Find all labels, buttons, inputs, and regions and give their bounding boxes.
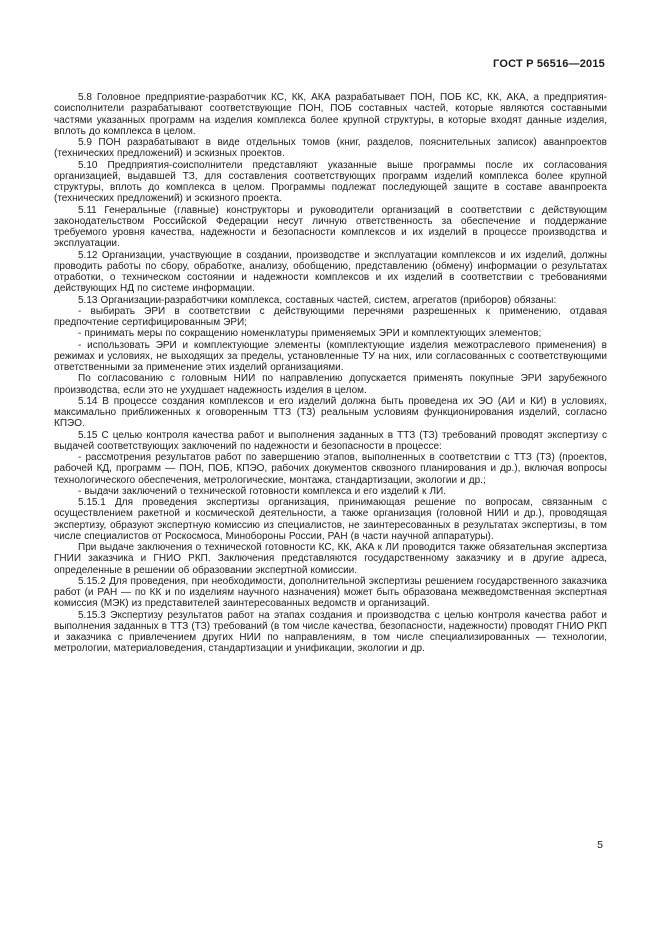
- paragraph: 5.15.2 Для проведения, при необходимости, дополнительной экспертизы решением государственного заказчика работ (и РАН — по КК и по изделиям научного назначения) может быть образована межведомственная экспертная комиссия (МЭК) из представителей заинтересованных ведомств и организаций.: [54, 575, 607, 610]
- paragraph: 5.15 С целью контроля качества работ и выполнения заданных в ТТЗ (ТЗ) требований проводят экспертизу с выдачей соответствующих заключений по надежности и безопасности в процессе:: [54, 429, 607, 452]
- paragraph: - использовать ЭРИ и комплектующие элементы (комплектующие изделия межотраслевого применения) в режимах и условиях, не выходящих за пределы, установленные ТУ на них, или согласованных с соответствующими ответственными за применение этих изделий организациями.: [54, 339, 607, 373]
- paragraph: 5.15.3 Экспертизу результатов работ на этапах создания и производства с целью контроля качества работ и выполнения заданных в ТТЗ (ТЗ) требований (в том числе качества, безопасности, надежности) проводят ГНИО РКП и заказчика с привлечением других НИИ по направлениям, в том числе специализированных — технологии, метрологии, материаловедения, стандартизации и унификации, экологии и др.: [54, 609, 607, 655]
- paragraph: 5.9 ПОН разрабатывают в виде отдельных томов (книг, разделов, пояснительных записок) аванпроектов (технических предложений) и эскизных проектов.: [54, 137, 607, 160]
- paragraph: - принимать меры по сокращению номенклатуры применяемых ЭРИ и комплектующих элементов;: [78, 328, 542, 340]
- running-header: ГОСТ Р 56516—2015: [493, 58, 605, 70]
- paragraph: По согласованию с головным НИИ по направлению допускается применять покупные ЭРИ зарубежного производства, если это не ухудшает надежность изделия в целом.: [54, 373, 607, 396]
- paragraph: - выдачи заключений о технической готовности комплекса и его изделий к ЛИ.: [78, 485, 446, 497]
- paragraph: 5.12 Организации, участвующие в создании, производстве и эксплуатации комплексов и их изделий, должны проводить работы по сбору, обработке, анализу, обобщению, представлению (обмену) информации о результатах отработки, о техническом состоянии и надежности комплексов и их изделий в соответствии с требованиями действующих НД по системе информации.: [54, 249, 607, 295]
- paragraph: 5.8 Головное предприятие-разработчик КС, КК, АКА разрабатывает ПОН, ПОБ КС, КК, АКА, а предприятия-соисполнители разрабатывают соответствующие ПОН, ПОБ составных частей, которые являются составными частями указанных программ на изделия комплекса более крупной структуры, в которые входят данные изделия, вплоть до комплекса в целом.: [54, 92, 607, 137]
- paragraph: - рассмотрения результатов работ по завершению этапов, выполненных в соответствии с ТТЗ (ТЗ) (проектов, рабочей КД, программ — ПОН, ПОБ, КПЭО, рабочих документов сквозного планирования и др.), включая вопросы технологического обеспечения, метрологические, монтажа, стандартизации, экологии и др.;: [54, 452, 607, 486]
- paragraph: 5.11 Генеральные (главные) конструкторы и руководители организаций в соответствии с действующим законодательством Российской Федерации несут личную ответственность за обеспечение и поддержание требуемого уровня качества, надежности и безопасности комплексов и их изделий в процессе производства и эксплуатации.: [54, 204, 607, 250]
- paragraph: 5.15.1 Для проведения экспертизы организация, принимающая решение по вопросам, связанным с осуществлением ракетной и космической деятельности, а также организация (головной НИИ и др.), проводящая экспертизу, образуют экспертную комиссию из специалистов, не заинтересованных в результатах экспертизы, в том числе специалистов от Роскосмоса, Минобороны России, РАН (в части научной аппаратуры).: [54, 497, 607, 542]
- paragraph: 5.10 Предприятия-соисполнители представляют указанные выше программы после их согласования организацией, выдавшей ТЗ, для составления соответствующих программ изделий комплекса более крупной структуры, вплоть до комплекса в целом. Программы подлежат последующей защите в составе аванпроекта (технических предложений) и эскизного проекта.: [54, 159, 607, 205]
- paragraph: 5.13 Организации-разработчики комплекса, составных частей, систем, агрегатов (приборов) обязаны:: [78, 294, 557, 306]
- paragraph: При выдаче заключения о технической готовности КС, КК, АКА к ЛИ проводится также обязательная экспертиза ГНИИ заказчика и ГНИО РКП. Заключения представляются государственному заказчику и в другие адреса, определенные в решении об образовании экспертной комиссии.: [54, 542, 607, 576]
- document-body: [54, 92, 607, 655]
- paragraph: 5.14 В процессе создания комплексов и его изделий должна быть проведена их ЭО (АИ и КИ) в условиях, максимально приближенных к оговоренным ТТЗ (ТЗ) реальным условиям функционирования изделий, согласно КПЭО.: [54, 395, 607, 430]
- page-number: 5: [597, 839, 603, 851]
- paragraph: - выбирать ЭРИ в соответствии с действующими перечнями разрешенных к применению, отдавая предпочтение сертифицированным ЭРИ;: [54, 305, 607, 328]
